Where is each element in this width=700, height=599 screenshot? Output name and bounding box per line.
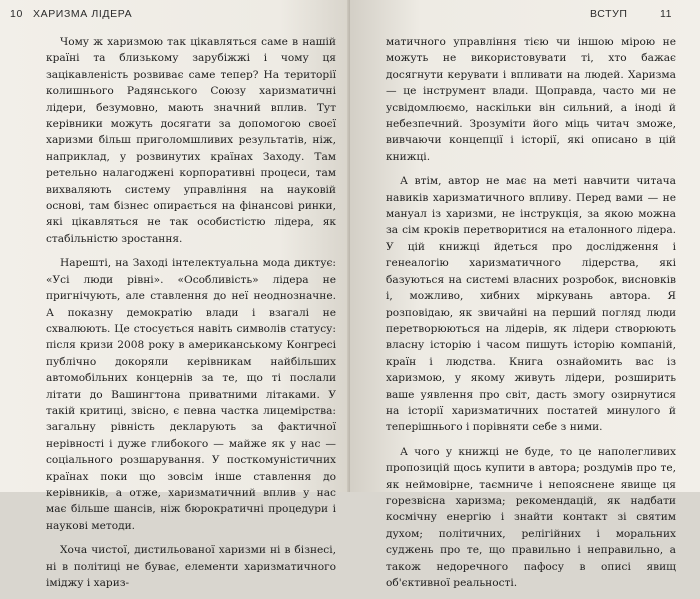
running-head-left: ХАРИЗМА ЛІДЕРА: [33, 8, 133, 20]
paragraph: А чого у книжці не буде, то це наполегливих пропозицій щось купити в автора; роздумів про те, як неймовірне, таємниче і непояснене явище ця горезвісна харизма; рекомендацій, як надбати космічну енергію і знайти контакт зі святим духом; політичних, релігійних і моральних суджень про те, що правильно і неправильно, а також недоречного пафосу в описі явищ об'єктивної реальності.: [386, 445, 676, 589]
paragraph: Хоча чистої, дистильованої харизми ні в бізнесі, ні в політиці не буває, елементи харизматичного іміджу і хариз-: [46, 544, 336, 589]
paragraph: Нарешті, на Заході інтелектуальна мода диктує: «Усі люди рівні». «Особливість» лідера не пригнічують, але ставлення до неї неоднозначне. А показну демократію влади і взагалі не схвалюють. Це стосується навіть символів статусу: після кризи 2008 року в американському Конгресі публічно докоряли керівникам найбільших автомобільних концернів за те, що ті послали літати до Вашингтона приватними літаками. У такій критиці, звісно, є певна частка лицемірства: загальну рівність декларують за фактичної нерівності і дуже глибокого — майже як у нас — соціального розшарування. У посткомуністичних країнах поки що зовсім інше ставлення до керівників, а отже, харизматичний вплив у нас має більше шансів, ніж бюрократичні процедури і наукові методи.: [46, 257, 336, 532]
left-page: [0, 0, 350, 589]
paragraph: Чому ж харизмою так цікавляться саме в нашій країні та близькому зарубіжжі і чому ця зацікавленість розвиває саме тепер? На території колишнього Радянського Союзу харизматичні лідери, безумовно, мають значний вплив. Тут керівники можуть досягати за допомогою своєї харизми більш приголомшливих результатів, ніж, наприклад, у розвинутих країнах Заходу. Там ретельно налагоджені корпоративні процеси, там вихваляють систему управління на науковій основі, там бізнес опирається на фінансові ринки, які цікавляться не так особистістю лідера, як стабільністю зростання.: [46, 36, 336, 245]
left-page-body: [46, 34, 336, 599]
page-number-left: 10: [10, 8, 23, 20]
right-page-body: [386, 34, 676, 599]
paragraph: матичного управління тією чи іншою мірою не можуть не використовувати ті, хто бажає досягнути керувати і впливати на людей. Харизма — це інструмент влади. Щоправда, часто ми не усвідомлюємо, наскільки він сильний, а іноді й небезпечний. Зрозуміти його міць читач зможе, вивчаючи концепції і історії, які описано в цій книжці.: [386, 36, 676, 163]
right-page: [350, 0, 700, 589]
running-head-right: ВСТУП: [590, 8, 628, 20]
page-number-right: 11: [660, 8, 673, 20]
paragraph: А втім, автор не має на меті навчити читача навиків харизматичного впливу. Перед вами — не мануал із харизми, не інструкція, за якою можна за сім кроків перетворитися на еталонного лідера. У цій книжці йдеться про дослідження і генеалогію харизматичного лідерства, які базуються на системі власних розробок, висновків і, можливо, хибних міркувань автора. Я розповідаю, як звичайні на перший погляд люди перетворюються на лідерів, як лідери створюють власну історію і часом пишуть історію компаній, країн і людства. Книга ознайомить вас із харизмою, у якому живуть лідери, розширить ваше уявлення про світ, дасть змогу озирнутися на історії харизматичних постатей минулого й теперішнього і порівняти себе з ними.: [386, 175, 676, 434]
